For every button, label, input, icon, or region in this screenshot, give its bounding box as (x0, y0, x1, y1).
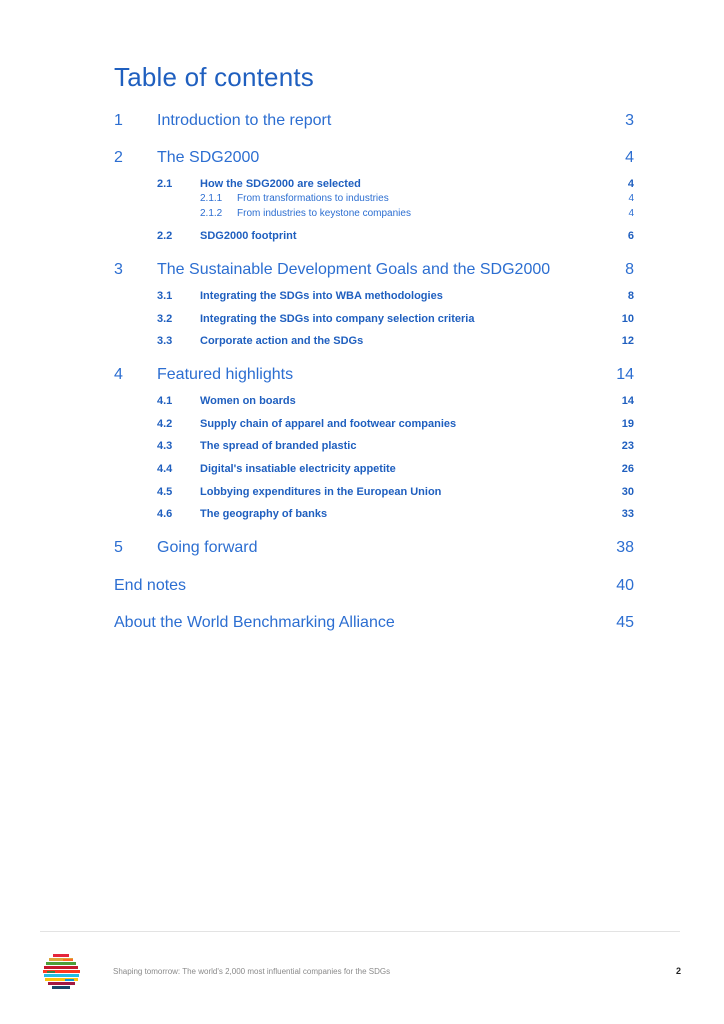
toc-section-title[interactable]: SDG2000 footprint (200, 230, 297, 242)
toc-section-title[interactable]: How the SDG2000 are selected (200, 178, 361, 190)
toc-section-title[interactable]: Integrating the SDGs into WBA methodologies (200, 290, 443, 302)
toc-page-number: 4 (625, 149, 634, 166)
toc-page-number: 4 (627, 178, 634, 190)
toc-page-number: 4 (628, 193, 634, 204)
toc-section-number: 4.5 (157, 486, 173, 498)
toc-page-number: 4 (628, 208, 634, 219)
toc-page-number: 45 (616, 614, 634, 631)
toc-section-number: 2.2 (157, 230, 173, 242)
toc-section-number: 3.2 (157, 313, 173, 325)
toc-page-number: 8 (627, 290, 634, 302)
footer-text: Shaping tomorrow: The world's 2,000 most influential companies for the SDGs (113, 967, 391, 976)
toc-section-number: 4.6 (157, 508, 173, 520)
toc-chapter-number: 3 (114, 261, 123, 278)
toc-subsection-number: 2.1.2 (200, 208, 223, 219)
toc-subsection-number: 2.1.1 (200, 193, 223, 204)
toc-page-number: 26 (621, 463, 634, 475)
toc-section-number: 4.2 (157, 418, 173, 430)
toc-page-number: 6 (627, 230, 634, 242)
toc-subsection-title[interactable]: From transformations to industries (237, 193, 389, 204)
toc-subsection-title[interactable]: From industries to keystone companies (237, 208, 411, 219)
toc-chapter-title[interactable]: The Sustainable Development Goals and the SDG2000 (157, 261, 551, 278)
page-number: 2 (675, 966, 681, 976)
toc-page-number: 30 (621, 486, 634, 498)
toc-page-number: 10 (621, 313, 634, 325)
toc-section-title[interactable]: The spread of branded plastic (200, 440, 357, 452)
toc-section-number: 2.1 (157, 178, 173, 190)
toc-page-number: 38 (616, 539, 634, 556)
toc-chapter-number: 1 (114, 112, 123, 129)
toc-chapter-title[interactable]: Going forward (157, 539, 258, 556)
toc-page-number: 3 (625, 112, 634, 129)
toc-chapter-number: 5 (114, 539, 123, 556)
toc-section-number: 4.1 (157, 395, 173, 407)
footer-divider (40, 931, 680, 932)
toc-chapter-number: 2 (114, 149, 123, 166)
toc-section-title[interactable]: Women on boards (200, 395, 296, 407)
toc-section-title[interactable]: Supply chain of apparel and footwear companies (200, 418, 457, 430)
toc-section-title[interactable]: Digital's insatiable electricity appetite (200, 463, 396, 475)
toc-section-number: 4.3 (157, 440, 173, 452)
toc-page-number: 14 (621, 395, 634, 407)
toc-section-title[interactable]: Lobbying expenditures in the European Union (200, 486, 442, 498)
toc-page-number: 12 (621, 335, 634, 347)
toc-section-title[interactable]: Corporate action and the SDGs (200, 335, 364, 347)
toc-chapter-title[interactable]: Introduction to the report (157, 112, 332, 129)
toc-page-number: 8 (625, 261, 634, 278)
toc-page-number: 14 (616, 366, 634, 383)
toc-page-number: 40 (616, 577, 634, 594)
toc-section-title[interactable]: Integrating the SDGs into company selection criteria (200, 313, 475, 325)
toc-section-number: 3.3 (157, 335, 173, 347)
toc-section-title[interactable]: The geography of banks (200, 508, 328, 520)
toc-section-number: 3.1 (157, 290, 173, 302)
page-title: Table of contents (114, 62, 314, 92)
toc-chapter-title[interactable]: End notes (114, 577, 187, 594)
wba-logo-icon (43, 953, 81, 991)
toc-page-number: 19 (621, 418, 634, 430)
toc-chapter-title[interactable]: Featured highlights (157, 366, 294, 383)
toc-section-number: 4.4 (157, 463, 173, 475)
toc-page-number: 23 (621, 440, 634, 452)
toc-chapter-number: 4 (114, 366, 123, 383)
toc-chapter-title[interactable]: About the World Benchmarking Alliance (114, 614, 395, 631)
toc-page-number: 33 (621, 508, 634, 520)
toc-chapter-title[interactable]: The SDG2000 (157, 149, 260, 166)
